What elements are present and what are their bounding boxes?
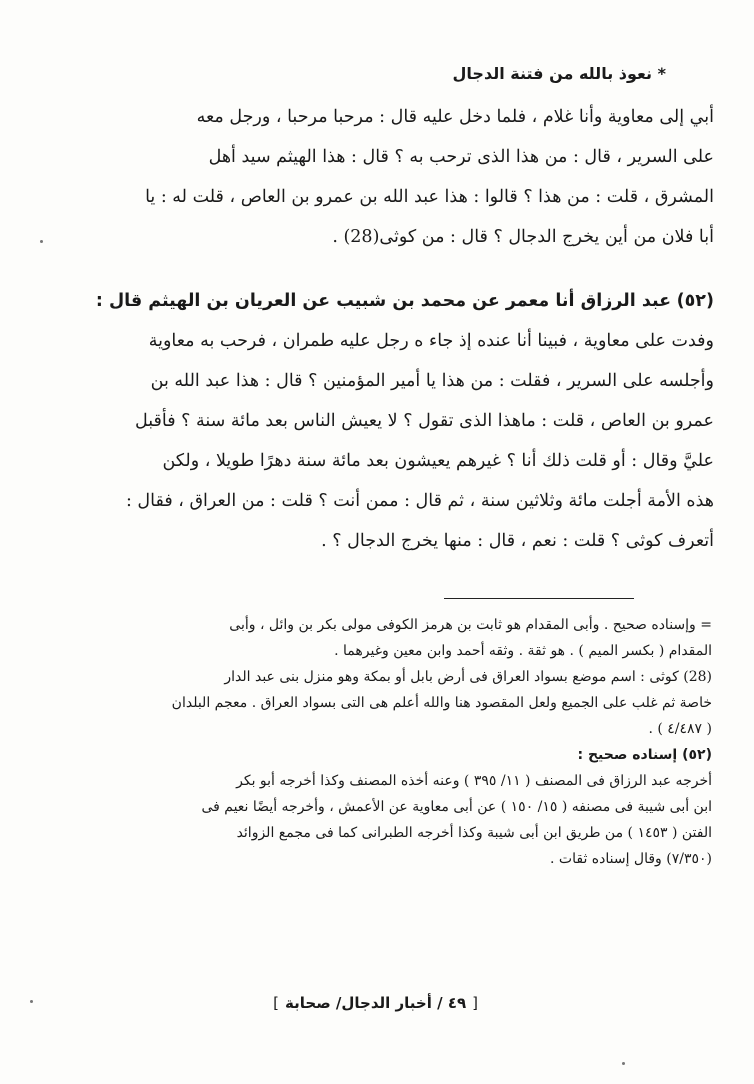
footnote-line: = وإسناده صحيح . وأبى المقدام هو ثابت بن هرمز الكوفى مولى بكر بن وائل ، وأبى [229, 617, 712, 633]
text-line: عمرو بن العاص ، قلت : ماهذا الذى تقول ؟ لا يعيش الناس بعد مائة سنة ؟ فأقبل [135, 411, 714, 431]
text-line: المشرق ، قلت : من هذا ؟ قالوا : هذا عبد الله بن عمرو بن العاص ، قلت له : يا [145, 187, 714, 207]
scan-speck [30, 1000, 33, 1003]
text-line: أبي إلى معاوية وأنا غلام ، فلما دخل عليه قال : مرحبا مرحبا ، ورجل معه [196, 107, 714, 127]
page-number: ٤٩ [447, 994, 467, 1012]
footnote-line: ابن أبى شيبة فى مصنفه ( ١٥/ ١٥٠ ) عن أبى معاوية عن الأعمش ، وأخرجه أيضًا نعيم فى [201, 799, 712, 815]
footer-open-bracket: [ [472, 994, 478, 1012]
footnote-line: (28) كوثى : اسم موضع بسواد العراق فى أرض بابل أو بمكة وهو منزل بنى عبد الدار [224, 669, 712, 685]
text-line: عليَّ وقال : أو قلت ذلك أنا ؟ غيرهم يعيشون بعد مائة سنة دهرًا طويلا ، ولكن [162, 451, 714, 471]
book-title: أخبار الدجال/ صحابة [285, 994, 432, 1012]
footnote-line: المقدام ( بكسر الميم ) . هو ثقة . وثقه أحمد وابن معين وغيرهما . [334, 643, 712, 659]
footnote-line: خاصة ثم غلب على الجميع ولعل المقصود هنا والله أعلم هى التى بسواد العراق . معجم البلدان [171, 695, 712, 711]
text-line: أتعرف كوثى ؟ قلت : نعم ، قال : منها يخرج الدجال ؟ . [321, 531, 714, 551]
footer-close-bracket: ] [273, 994, 280, 1012]
footer-separator: / [437, 994, 443, 1012]
footnote-line: الفتن ( ١٤٥٣ ) من طريق ابن أبى شيبة وكذا أخرجه الطبرانى كما فى مجمع الزوائد [236, 825, 712, 841]
page-footer [267, 994, 484, 1012]
footnote-divider [444, 598, 634, 599]
hadith-number: (٥٢) [676, 291, 714, 311]
footnote-line: أخرجه عبد الرزاق فى المصنف ( ١١/ ٣٩٥ ) وعنه أخذه المصنف وكذا أخرجه أبو بكر [236, 773, 712, 789]
text-line: على السرير ، قال : من هذا الذى ترحب به ؟ قال : هذا الهيثم سيد أهل [208, 147, 714, 167]
running-header: * نعوذ بالله من فتنة الدجال [452, 64, 666, 83]
scan-speck [622, 1062, 625, 1065]
hadith-52-opening-line [64, 281, 714, 321]
footnote-line: ( ٤/٤٨٧ ) . [648, 721, 712, 737]
text-line: وفدت على معاوية ، فبينا أنا عنده إذ جاء ه رجل عليه طمران ، فرحب به معاوية [148, 331, 714, 351]
scan-speck [40, 240, 43, 243]
text-line: وأجلسه على السرير ، فقلت : من هذا يا أمير المؤمنين ؟ قال : هذا عبد الله بن [150, 371, 714, 391]
hadith-52-text [64, 281, 714, 561]
footnotes [92, 612, 712, 872]
footnote-line: (٧/٣٥٠) وقال إسناده ثقات . [550, 851, 712, 867]
hadith-51-text [64, 97, 714, 257]
isnad-heading: (٥٢) إسناده صحيح : [577, 747, 712, 763]
text-line: أبا فلان من أين يخرج الدجال ؟ قال : من كوثى(28) . [332, 227, 714, 247]
text-line: هذه الأمة أجلت مائة وثلاثين سنة ، ثم قال : ممن أنت ؟ قلت : من العراق ، فقال : [125, 491, 714, 511]
hadith-isnad: عبد الرزاق أنا معمر عن محمد بن شبيب عن العريان بن الهيثم قال : [95, 291, 672, 311]
